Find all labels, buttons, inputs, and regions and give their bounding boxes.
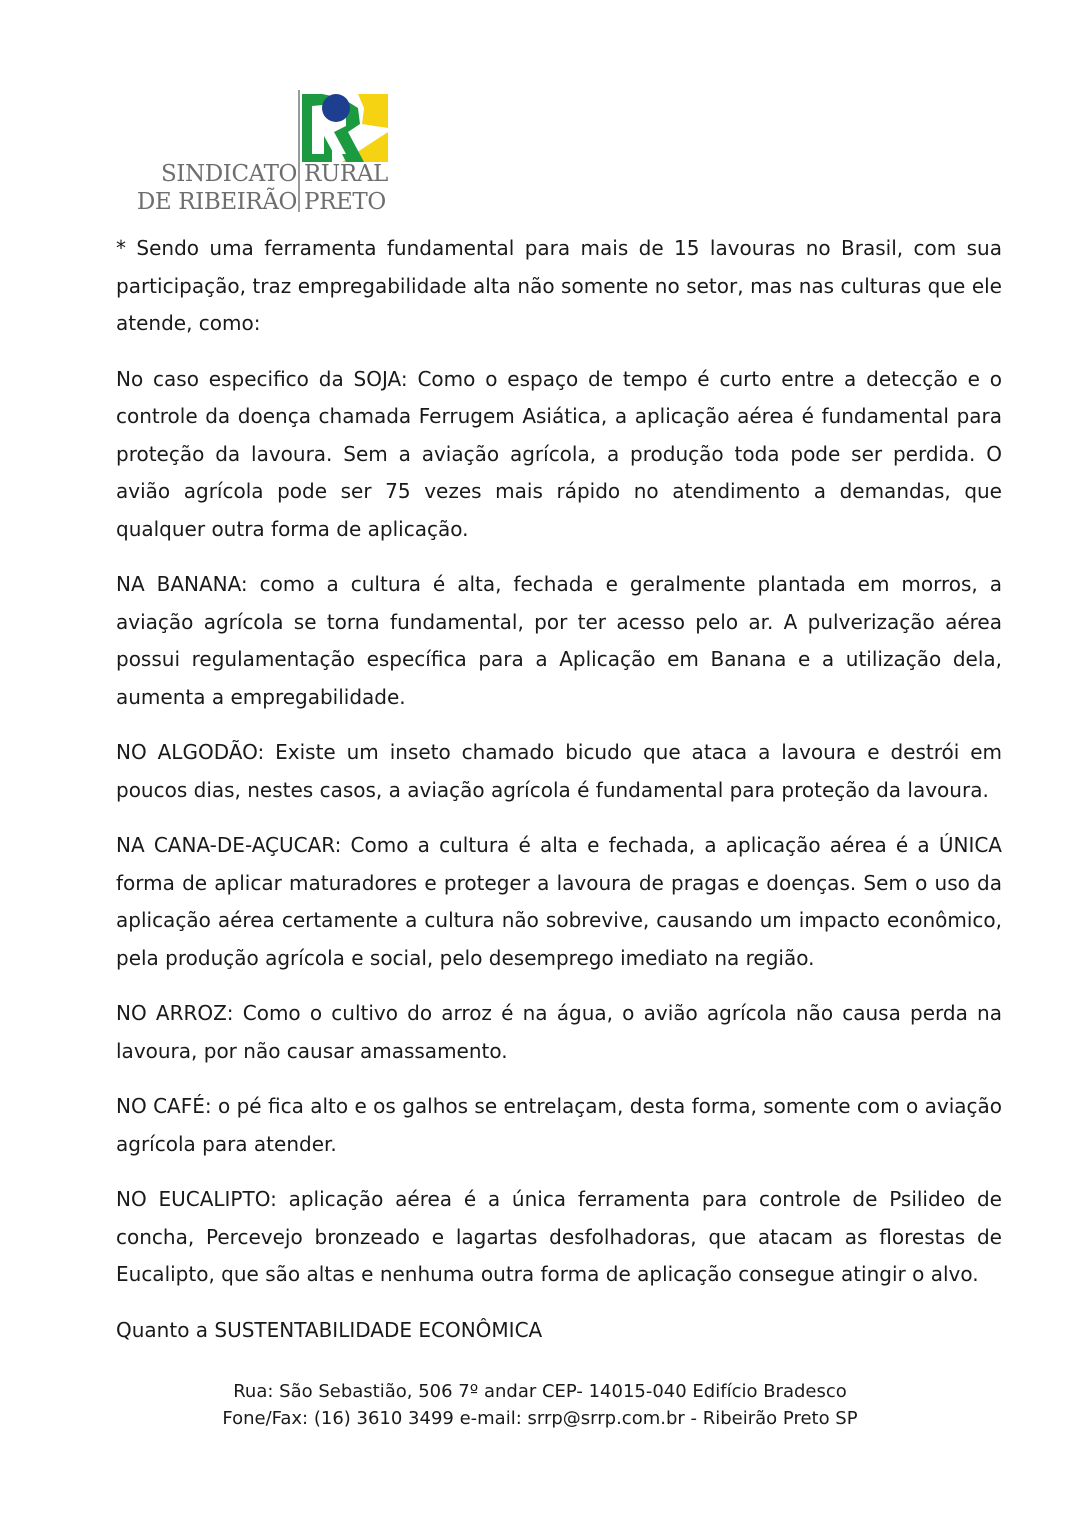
paragraph-soja: No caso especifico da SOJA: Como o espaço de tempo é curto entre a detecção e o controle da doença chamada Ferrugem Asiática, a aplicação aérea é fundamental para proteção da lavoura. Sem a aviação agrícola, a produção toda pode ser perdida. O avião agrícola pode ser 75 vezes mais rápido no atendimento a demandas, que qualquer outra forma de aplicação. <box>116 366 1002 541</box>
srrp-logo-icon <box>302 94 388 162</box>
org-name-right <box>304 160 388 216</box>
paragraph-banana: NA BANANA: como a cultura é alta, fechada e geralmente plantada em morros, a aviação agrícola se torna fundamental, por ter acesso pelo ar. A pulverização aérea possui regulamentação específica para a Aplicação em Banana e a utilização dela, aumenta a empregabilidade. <box>116 572 1002 709</box>
org-line-1-left: SINDICATO <box>160 161 297 187</box>
paragraph-intro: * Sendo uma ferramenta fundamental para mais de 15 lavouras no Brasil, com sua participação, traz empregabilidade alta não somente no setor, mas nas culturas que ele atende, como: <box>116 236 1002 335</box>
logo-divider <box>298 90 300 212</box>
footer-address: Rua: São Sebastião, 506 7º andar CEP- 14015-040 Edifício Bradesco <box>233 1381 847 1402</box>
page-footer <box>0 1378 1080 1432</box>
org-line-2-right: PRETO <box>304 189 386 215</box>
org-line-1-right: RURAL <box>304 161 388 187</box>
paragraph-arroz: NO ARROZ: Como o cultivo do arroz é na água, o avião agrícola não causa perda na lavoura, por não causar amassamento. <box>116 1001 1002 1063</box>
paragraph-eucalipto: NO EUCALIPTO: aplicação aérea é a única ferramenta para controle de Psilideo de concha, Percevejo bronzeado e lagartas desfolhadoras, que atacam as florestas de Eucalipto, que são altas e nenhuma outra forma de aplicação consegue atingir o alvo. <box>116 1187 1002 1286</box>
paragraph-sustentabilidade: Quanto a SUSTENTABILIDADE ECONÔMICA <box>116 1317 543 1342</box>
document-body <box>116 230 1002 1367</box>
footer-contact: Fone/Fax: (16) 3610 3499 e-mail: srrp@srrp.com.br - Ribeirão Preto SP <box>222 1408 858 1429</box>
letterhead <box>136 88 395 218</box>
paragraph-cafe: NO CAFÉ: o pé fica alto e os galhos se entrelaçam, desta forma, somente com o aviação agrícola para atender. <box>116 1094 1002 1156</box>
org-line-2-left: DE RIBEIRÃO <box>136 189 297 215</box>
paragraph-cana: NA CANA-DE-AÇUCAR: Como a cultura é alta e fechada, a aplicação aérea é a ÚNICA forma de aplicar maturadores e proteger a lavoura de pragas e doenças. Sem o uso da aplicação aérea certamente a cultura não sobrevive, causando um impacto econômico, pela produção agrícola e social, pelo desemprego imediato na região. <box>116 833 1002 970</box>
paragraph-algodao: NO ALGODÃO: Existe um inseto chamado bicudo que ataca a lavoura e destrói em poucos dias, nestes casos, a aviação agrícola é fundamental para proteção da lavoura. <box>116 740 1002 802</box>
org-name-left <box>137 160 297 216</box>
